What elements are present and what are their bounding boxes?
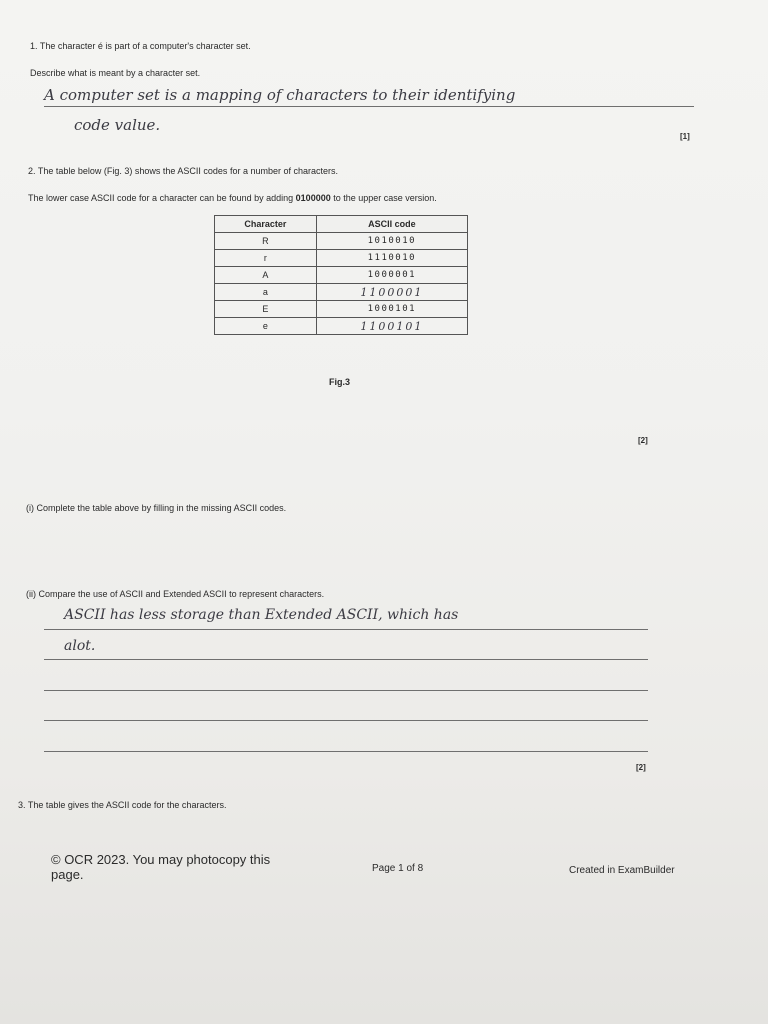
q2-answer-line2: alot. bbox=[64, 638, 96, 654]
answer-line bbox=[44, 106, 694, 107]
ascii-table bbox=[214, 215, 468, 335]
header-character: Character bbox=[215, 216, 317, 233]
character-cell: r bbox=[215, 250, 317, 267]
character-cell: R bbox=[215, 233, 317, 250]
q2-part-i: (i) Complete the table above by filling in the missing ASCII codes. bbox=[26, 503, 287, 513]
q2-prompt: 2. The table below (Fig. 3) shows the ASCII codes for a number of characters. bbox=[28, 166, 338, 176]
answer-line bbox=[44, 690, 648, 691]
table-row bbox=[215, 250, 468, 267]
table-row bbox=[215, 284, 468, 301]
table-row bbox=[215, 233, 468, 250]
copyright-line2: page. bbox=[51, 867, 84, 882]
q2-answer-line1: ASCII has less storage than Extended ASCII, which has bbox=[64, 607, 459, 623]
ascii-code-cell-handwritten: 1100101 bbox=[316, 318, 467, 335]
answer-line bbox=[44, 751, 648, 752]
q3-prompt: 3. The table gives the ASCII code for the characters. bbox=[18, 800, 227, 810]
answer-line bbox=[44, 629, 648, 630]
character-cell: A bbox=[215, 267, 317, 284]
page-number: Page 1 of 8 bbox=[372, 863, 424, 874]
copyright-line1: © OCR 2023. You may photocopy this bbox=[51, 852, 271, 867]
table-row bbox=[215, 301, 468, 318]
q1-answer-line2: code value. bbox=[74, 116, 161, 134]
table-header-row bbox=[215, 216, 468, 233]
ascii-code-cell: 1010010 bbox=[316, 233, 467, 250]
q2-part-ii-marks: [2] bbox=[636, 763, 646, 772]
q1-prompt: 1. The character é is part of a computer's character set. bbox=[30, 41, 251, 51]
character-cell: a bbox=[215, 284, 317, 301]
copyright-notice bbox=[51, 852, 270, 882]
answer-line bbox=[44, 659, 648, 660]
ascii-code-cell-handwritten: 1100001 bbox=[316, 284, 467, 301]
q1-answer-line1: A computer set is a mapping of characters to their identifying bbox=[44, 86, 516, 104]
q2-instruction: The lower case ASCII code for a character can be found by adding 0100000 to the upper case version. bbox=[28, 193, 437, 203]
created-in-label: Created in ExamBuilder bbox=[569, 865, 675, 876]
ascii-code-cell: 1110010 bbox=[316, 250, 467, 267]
figure-label: Fig.3 bbox=[329, 377, 351, 387]
character-cell: E bbox=[215, 301, 317, 318]
q2-table-marks: [2] bbox=[638, 436, 648, 445]
q2-part-ii: (ii) Compare the use of ASCII and Extended ASCII to represent characters. bbox=[26, 589, 325, 599]
table-row bbox=[215, 318, 468, 335]
answer-line bbox=[44, 720, 648, 721]
q1-instruction: Describe what is meant by a character set. bbox=[30, 68, 201, 78]
ascii-code-cell: 1000101 bbox=[316, 301, 467, 318]
q1-marks: [1] bbox=[680, 132, 690, 141]
ascii-code-cell: 1000001 bbox=[316, 267, 467, 284]
character-cell: e bbox=[215, 318, 317, 335]
header-ascii-code: ASCII code bbox=[316, 216, 467, 233]
table-row bbox=[215, 267, 468, 284]
